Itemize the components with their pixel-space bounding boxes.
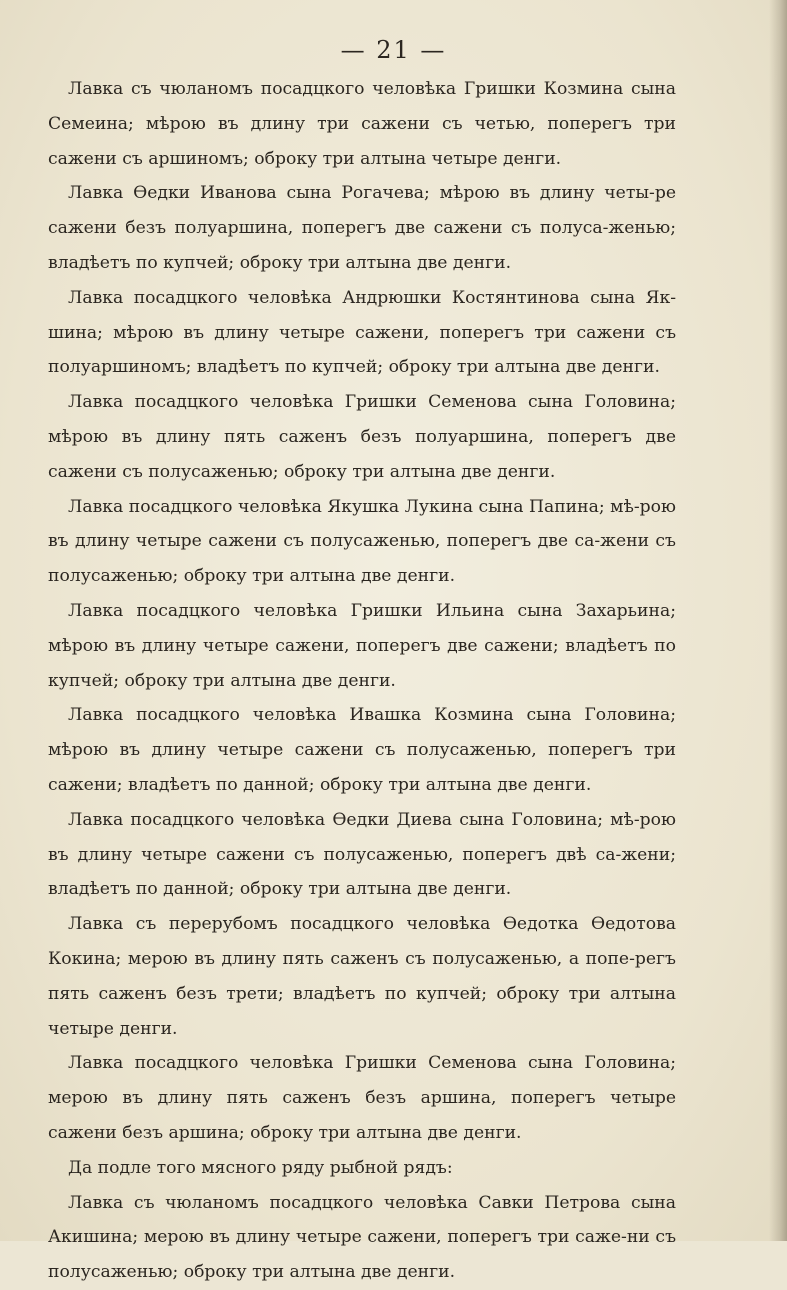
- paragraph-4: Лавка посадцкого человѣка Гришки Семенова сына Головина; мѣрою въ длину пять саженъ безъ полуаршина, поперегъ две сажени съ полусаженью; оброку три алтына две денги.: [48, 392, 676, 482]
- paragraph-7: Лавка посадцкого человѣка Ивашка Козмина сына Головина; мѣрою въ длину четыре сажени съ полусаженью, поперегъ три сажени; владѣетъ по данной; оброку три алтына две денги.: [48, 705, 676, 795]
- paragraph-5: Лавка посадцкого человѣка Якушка Лукина сына Папина; мѣ-рою въ длину четыре сажени съ полусаженью, поперегъ две са-жени съ полусаженью; оброку три алтына две денги.: [48, 496, 676, 587]
- paragraph-8: Лавка посадцкого человѣка Ѳедки Диева сына Головина; мѣ-рою въ длину четыре сажени съ полусаженью, поперегъ двѣ са-жени; владѣетъ по данной; оброку три алтына две денги.: [48, 809, 676, 900]
- page-number: — 21 —: [340, 36, 447, 64]
- paragraph-12: Лавка съ чюланомъ посадцкого человѣка Савки Петрова сына Акишина; мерою въ длину четыре сажени, поперегъ три саже-ни съ полусаженью; оброку три алтына две денги.: [48, 1192, 676, 1283]
- paragraph-1: Лавка съ чюланомъ посадцкого человѣка Гришки Козмина сына Семеина; мѣрою въ длину три сажени съ четью, поперегъ три сажени съ аршиномъ; оброку три алтына четыре денги.: [48, 79, 676, 169]
- page-body: [48, 72, 676, 1290]
- paragraph-2: Лавка Ѳедки Иванова сына Рогачева; мѣрою въ длину четы-ре сажени безъ полуаршина, поперегъ две сажени съ полуса-женью; владѣетъ по купчей; оброку три алтына две денги.: [48, 183, 676, 273]
- paragraph-3: Лавка посадцкого человѣка Андрюшки Костянтинова сына Як-шина; мѣрою въ длину четыре сажени, поперегъ три сажени съ полуаршиномъ; владѣетъ по купчей; оброку три алтына две денги.: [48, 287, 676, 378]
- paragraph-6: Лавка посадцкого человѣка Гришки Ильина сына Захарьина; мѣрою въ длину четыре сажени, поперегъ две сажени; владѣетъ по купчей; оброку три алтына две денги.: [48, 600, 676, 691]
- paragraph-9: Лавка съ перерубомъ посадцкого человѣка Ѳедотка Ѳедотова Кокина; мерою въ длину пять саженъ съ полусаженью, а попе-регъ пять саженъ безъ трети; владѣетъ по купчей; оброку три алтына четыре денги.: [48, 914, 676, 1039]
- paragraph-11: Да подле того мясного ряду рыбной рядъ:: [68, 1157, 453, 1178]
- page-edge-shadow: [769, 0, 787, 1241]
- paragraph-10: Лавка посадцкого человѣка Гришки Семенова сына Головина; мерою въ длину пять саженъ безъ аршина, поперегъ четыре сажени безъ аршина; оброку три алтына две денги.: [48, 1053, 676, 1143]
